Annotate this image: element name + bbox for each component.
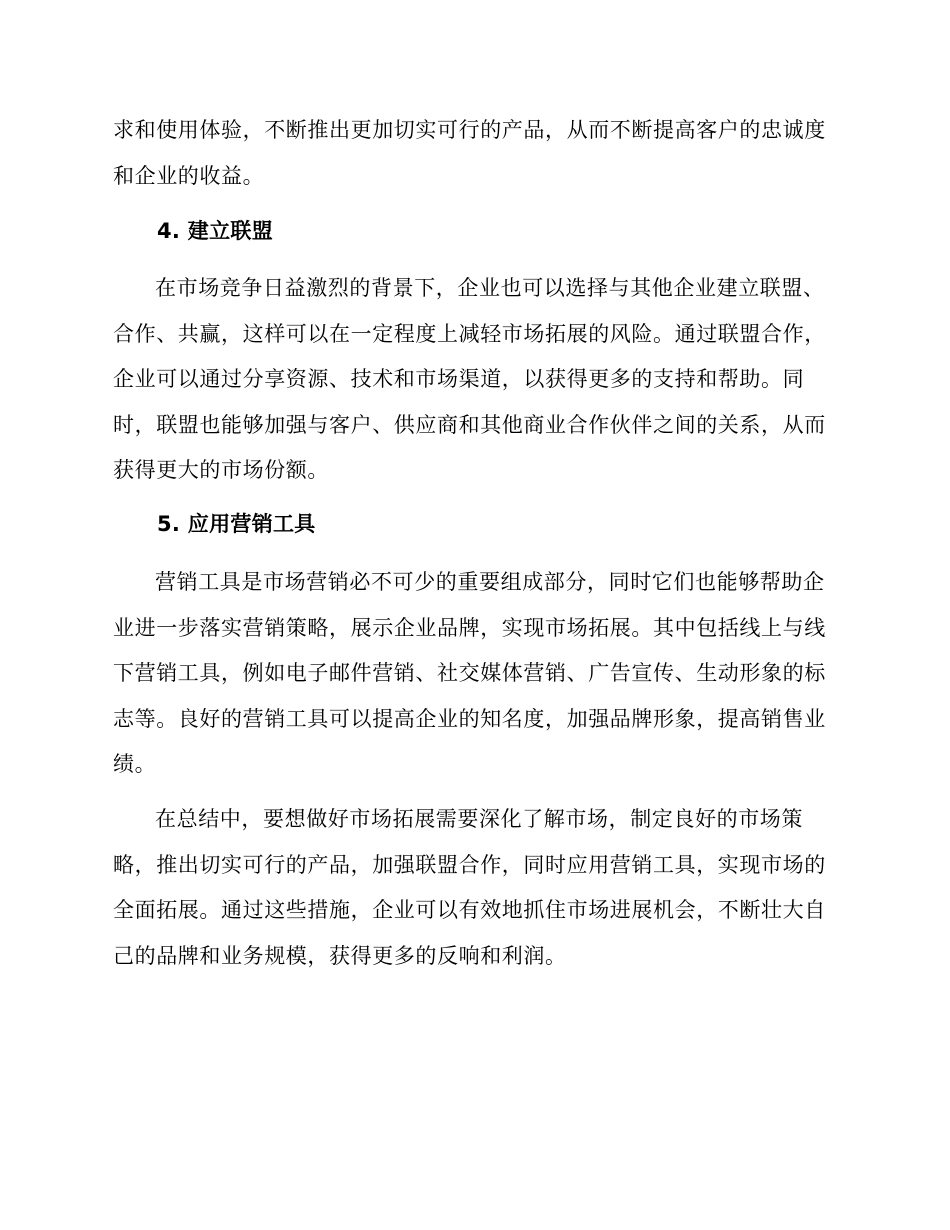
paragraph-line: 下营销工具，例如电子邮件营销、社交媒体营销、广告宣传、生动形象的标 bbox=[113, 661, 826, 685]
paragraph-line: 时，联盟也能够加强与客户、供应商和其他商业合作伙伴之间的关系，从而 bbox=[113, 412, 826, 437]
paragraph-line: 绩。 bbox=[113, 752, 157, 776]
paragraph-line: 业进一步落实营销策略，展示企业品牌，实现市场拓展。其中包括线上与线 bbox=[113, 615, 826, 640]
paragraph-line: 和企业的收益。 bbox=[113, 163, 265, 188]
section-4-heading: 4. 建立联盟 bbox=[157, 219, 273, 243]
paragraph-line: 己的品牌和业务规模，获得更多的反响和利润。 bbox=[113, 943, 567, 968]
paragraph-line: 营销工具是市场营销必不可少的重要组成部分，同时它们也能够帮助企 bbox=[155, 570, 825, 594]
paragraph-line: 合作、共赢，这样可以在一定程度上减轻市场拓展的风险。通过联盟合作， bbox=[113, 321, 826, 346]
paragraph-line: 志等。良好的营销工具可以提高企业的知名度，加强品牌形象，提高销售业 bbox=[113, 706, 826, 731]
section-5-heading: 5. 应用营销工具 bbox=[157, 512, 316, 536]
paragraph-line: 求和使用体验，不断推出更加切实可行的产品，从而不断提高客户的忠诚度 bbox=[113, 118, 826, 142]
section-4-paragraph bbox=[113, 266, 841, 494]
paragraph-line: 企业可以通过分享资源、技术和市场渠道，以获得更多的支持和帮助。同 bbox=[113, 367, 805, 391]
paragraph-line: 略，推出切实可行的产品，加强联盟合作，同时应用营销工具，实现市场的 bbox=[113, 852, 826, 877]
paragraph-line: 在总结中，要想做好市场拓展需要深化了解市场，制定良好的市场策 bbox=[155, 807, 803, 831]
paragraph-line: 获得更大的市场份额。 bbox=[113, 458, 329, 482]
intro-paragraph bbox=[113, 108, 841, 199]
paragraph-line: 在市场竞争日益激烈的背景下，企业也可以选择与其他企业建立联盟、 bbox=[155, 276, 825, 300]
paragraph-line: 全面拓展。通过这些措施，企业可以有效地抓住市场进展机会，不断壮大自 bbox=[113, 898, 826, 922]
conclusion-paragraph bbox=[113, 797, 841, 979]
section-5-paragraph bbox=[113, 560, 841, 788]
